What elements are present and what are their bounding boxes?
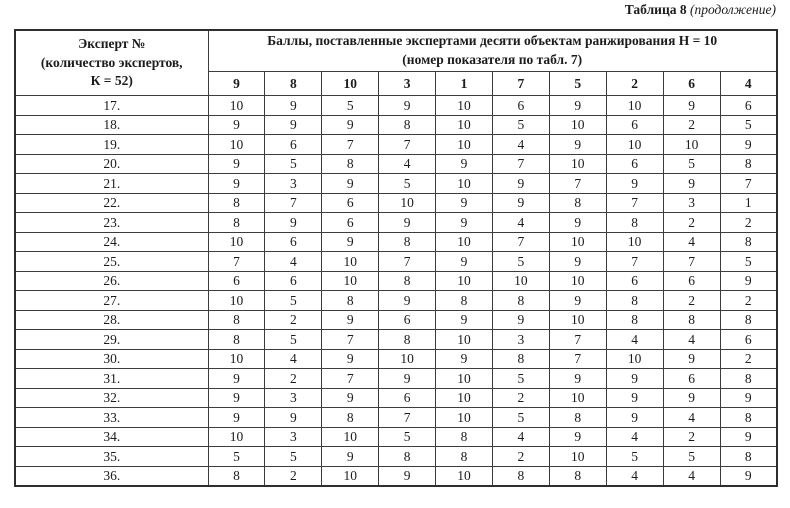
score-cell: 9 [322,115,379,135]
score-cell: 4 [663,466,720,486]
score-cell: 8 [436,447,493,467]
score-cell: 9 [379,466,436,486]
score-cell: 8 [720,232,777,252]
score-cell: 7 [549,330,606,350]
score-cell: 9 [322,174,379,194]
table-row [15,466,777,486]
score-cell: 10 [436,330,493,350]
score-cell: 4 [379,154,436,174]
score-cell: 6 [663,271,720,291]
score-cell: 10 [549,271,606,291]
score-cell: 5 [492,252,549,272]
score-cell: 5 [606,447,663,467]
score-cell: 9 [322,310,379,330]
indicator-number: 10 [322,72,379,96]
score-cell: 8 [606,310,663,330]
score-cell: 8 [208,310,265,330]
score-cell: 2 [492,388,549,408]
score-cell: 8 [549,466,606,486]
expert-number: 18. [15,115,208,135]
score-cell: 9 [720,466,777,486]
score-cell: 10 [322,427,379,447]
score-cell: 8 [492,349,549,369]
score-cell: 2 [663,115,720,135]
score-cell: 6 [265,232,322,252]
table-row [15,115,777,135]
score-cell: 9 [265,96,322,116]
score-cell: 9 [208,408,265,428]
table-row [15,310,777,330]
score-cell: 9 [663,174,720,194]
score-cell: 10 [549,447,606,467]
score-cell: 9 [436,154,493,174]
score-cell: 5 [663,447,720,467]
score-cell: 8 [208,466,265,486]
score-cell: 9 [208,115,265,135]
score-cell: 9 [322,447,379,467]
score-cell: 8 [208,193,265,213]
score-cell: 8 [379,232,436,252]
score-cell: 4 [492,213,549,233]
score-cell: 7 [720,174,777,194]
table-row [15,427,777,447]
score-cell: 2 [663,291,720,311]
score-cell: 10 [208,291,265,311]
score-cell: 10 [606,349,663,369]
expert-header-line2: (количество экспертов, [40,54,183,70]
score-cell: 9 [606,174,663,194]
score-cell: 8 [549,408,606,428]
score-cell: 8 [720,310,777,330]
score-cell: 9 [436,252,493,272]
expert-number: 32. [15,388,208,408]
score-cell: 4 [265,349,322,369]
score-cell: 6 [265,135,322,155]
score-cell: 5 [265,447,322,467]
score-cell: 10 [549,388,606,408]
score-cell: 2 [663,427,720,447]
score-cell: 2 [492,447,549,467]
expert-number: 17. [15,96,208,116]
table-row [15,252,777,272]
score-cell: 5 [492,115,549,135]
expert-number: 27. [15,291,208,311]
score-cell: 9 [379,96,436,116]
score-cell: 9 [606,369,663,389]
score-cell: 8 [436,427,493,447]
score-cell: 9 [379,291,436,311]
score-cell: 8 [549,193,606,213]
score-cell: 6 [606,115,663,135]
score-cell: 7 [379,135,436,155]
score-cell: 1 [720,193,777,213]
scores-header-line1: Баллы, поставленные экспертами десяти объектам ранжирования Н = 10 [267,33,718,49]
score-cell: 10 [436,135,493,155]
score-cell: 7 [663,252,720,272]
score-cell: 5 [265,330,322,350]
score-cell: 5 [322,96,379,116]
score-cell: 9 [436,213,493,233]
score-cell: 10 [322,252,379,272]
table-row [15,330,777,350]
expert-number: 23. [15,213,208,233]
expert-header-line1: Эксперт № [78,35,146,51]
score-cell: 10 [549,310,606,330]
score-cell: 10 [549,115,606,135]
score-cell: 9 [436,349,493,369]
expert-number: 24. [15,232,208,252]
expert-number: 34. [15,427,208,447]
score-cell: 5 [663,154,720,174]
expert-number: 20. [15,154,208,174]
score-cell: 10 [322,466,379,486]
score-cell: 9 [436,310,493,330]
score-cell: 6 [663,369,720,389]
score-cell: 4 [663,232,720,252]
indicator-number: 6 [663,72,720,96]
score-cell: 5 [265,291,322,311]
score-cell: 8 [720,408,777,428]
score-cell: 2 [720,349,777,369]
score-cell: 3 [265,174,322,194]
score-cell: 10 [436,369,493,389]
score-cell: 10 [606,232,663,252]
score-cell: 7 [208,252,265,272]
indicator-number: 4 [720,72,777,96]
score-cell: 9 [549,135,606,155]
table-row [15,174,777,194]
score-cell: 9 [606,388,663,408]
score-cell: 9 [720,135,777,155]
score-cell: 7 [549,174,606,194]
score-cell: 10 [436,466,493,486]
score-cell: 10 [606,96,663,116]
expert-number: 31. [15,369,208,389]
score-cell: 9 [720,271,777,291]
indicator-number: 3 [379,72,436,96]
score-cell: 8 [492,466,549,486]
expert-number: 21. [15,174,208,194]
table-row [15,369,777,389]
score-cell: 4 [606,330,663,350]
score-cell: 6 [265,271,322,291]
score-cell: 9 [379,213,436,233]
score-cell: 10 [549,232,606,252]
score-cell: 10 [436,174,493,194]
scores-header-line2: (номер показателя по табл. 7) [402,52,583,67]
score-cell: 8 [208,213,265,233]
score-cell: 8 [720,154,777,174]
score-cell: 8 [379,115,436,135]
score-cell: 2 [720,291,777,311]
expert-number: 26. [15,271,208,291]
score-cell: 5 [208,447,265,467]
score-cell: 9 [549,252,606,272]
indicator-number: 5 [549,72,606,96]
indicator-number: 1 [436,72,493,96]
score-cell: 6 [379,388,436,408]
score-cell: 10 [436,408,493,428]
score-cell: 8 [492,291,549,311]
score-cell: 10 [663,135,720,155]
score-cell: 10 [436,388,493,408]
table-caption-label: Таблица 8 [624,2,687,17]
score-cell: 10 [436,232,493,252]
score-cell: 4 [663,408,720,428]
expert-number: 22. [15,193,208,213]
table-row [15,271,777,291]
score-cell: 5 [492,408,549,428]
score-cell: 6 [492,96,549,116]
score-cell: 9 [549,369,606,389]
score-cell: 8 [322,408,379,428]
score-cell: 8 [322,291,379,311]
score-cell: 6 [720,96,777,116]
score-cell: 9 [492,174,549,194]
expert-number: 36. [15,466,208,486]
score-cell: 2 [265,466,322,486]
score-cell: 9 [549,96,606,116]
score-cell: 8 [379,330,436,350]
score-cell: 10 [322,271,379,291]
score-cell: 9 [208,388,265,408]
score-cell: 6 [606,271,663,291]
score-cell: 9 [720,388,777,408]
score-cell: 5 [720,115,777,135]
score-cell: 5 [492,369,549,389]
score-cell: 7 [606,193,663,213]
score-cell: 8 [663,310,720,330]
score-cell: 9 [663,388,720,408]
expert-header-line3: К = 52) [90,73,133,89]
score-cell: 9 [549,427,606,447]
score-cell: 8 [436,291,493,311]
score-cell: 9 [492,193,549,213]
score-cell: 8 [379,271,436,291]
score-cell: 5 [265,154,322,174]
score-cell: 9 [436,193,493,213]
score-cell: 10 [436,115,493,135]
score-cell: 7 [322,135,379,155]
table-row [15,96,777,116]
score-cell: 9 [549,291,606,311]
expert-number: 33. [15,408,208,428]
score-cell: 9 [208,369,265,389]
table-row [15,154,777,174]
table-caption-suffix: (продолжение) [689,2,776,17]
score-cell: 8 [208,330,265,350]
table-row [15,291,777,311]
score-cell: 9 [606,408,663,428]
score-cell: 3 [492,330,549,350]
score-cell: 2 [663,213,720,233]
expert-column-header [15,30,208,96]
score-cell: 7 [606,252,663,272]
score-cell: 4 [606,466,663,486]
score-cell: 10 [208,427,265,447]
score-cell: 9 [322,388,379,408]
score-cell: 2 [265,310,322,330]
table-row [15,408,777,428]
score-cell: 7 [549,349,606,369]
table-row [15,193,777,213]
expert-number: 25. [15,252,208,272]
score-cell: 9 [663,96,720,116]
scores-column-header [208,30,777,72]
score-cell: 7 [492,232,549,252]
score-cell: 8 [379,447,436,467]
indicator-number: 8 [265,72,322,96]
table-row [15,388,777,408]
table-caption [625,2,776,18]
score-cell: 9 [322,232,379,252]
score-cell: 8 [322,154,379,174]
table-row [15,213,777,233]
score-cell: 6 [379,310,436,330]
score-cell: 4 [265,252,322,272]
score-cell: 7 [379,408,436,428]
score-cell: 7 [322,369,379,389]
score-cell: 10 [208,232,265,252]
score-cell: 9 [208,154,265,174]
score-cell: 10 [492,271,549,291]
score-cell: 8 [606,291,663,311]
score-cell: 8 [606,213,663,233]
score-cell: 3 [265,388,322,408]
expert-number: 28. [15,310,208,330]
table-row [15,135,777,155]
score-cell: 9 [720,427,777,447]
score-cell: 9 [663,349,720,369]
expert-scores-table [14,29,778,487]
score-cell: 10 [436,271,493,291]
score-cell: 4 [492,427,549,447]
table-row [15,349,777,369]
score-cell: 9 [265,408,322,428]
score-cell: 6 [322,213,379,233]
score-cell: 4 [606,427,663,447]
indicator-number: 7 [492,72,549,96]
score-cell: 6 [208,271,265,291]
expert-number: 19. [15,135,208,155]
score-cell: 10 [208,135,265,155]
score-cell: 4 [663,330,720,350]
score-cell: 7 [322,330,379,350]
score-cell: 6 [322,193,379,213]
score-cell: 9 [265,115,322,135]
score-cell: 9 [322,349,379,369]
expert-number: 35. [15,447,208,467]
score-cell: 9 [379,369,436,389]
expert-number: 30. [15,349,208,369]
score-cell: 10 [208,349,265,369]
score-cell: 10 [379,193,436,213]
score-cell: 9 [208,174,265,194]
score-cell: 9 [549,213,606,233]
score-cell: 9 [265,213,322,233]
indicator-number: 2 [606,72,663,96]
score-cell: 2 [720,213,777,233]
score-cell: 8 [720,369,777,389]
score-cell: 8 [720,447,777,467]
score-cell: 5 [379,174,436,194]
score-cell: 3 [265,427,322,447]
score-cell: 10 [606,135,663,155]
score-cell: 2 [265,369,322,389]
score-cell: 7 [265,193,322,213]
score-cell: 7 [492,154,549,174]
score-cell: 10 [379,349,436,369]
score-cell: 3 [663,193,720,213]
score-cell: 5 [379,427,436,447]
indicator-number: 9 [208,72,265,96]
score-cell: 4 [492,135,549,155]
score-cell: 6 [606,154,663,174]
score-cell: 6 [720,330,777,350]
table-body [15,96,777,487]
score-cell: 10 [208,96,265,116]
expert-number: 29. [15,330,208,350]
score-cell: 7 [379,252,436,272]
table-row [15,232,777,252]
score-cell: 10 [436,96,493,116]
score-cell: 10 [549,154,606,174]
score-cell: 9 [492,310,549,330]
score-cell: 5 [720,252,777,272]
table-row [15,447,777,467]
